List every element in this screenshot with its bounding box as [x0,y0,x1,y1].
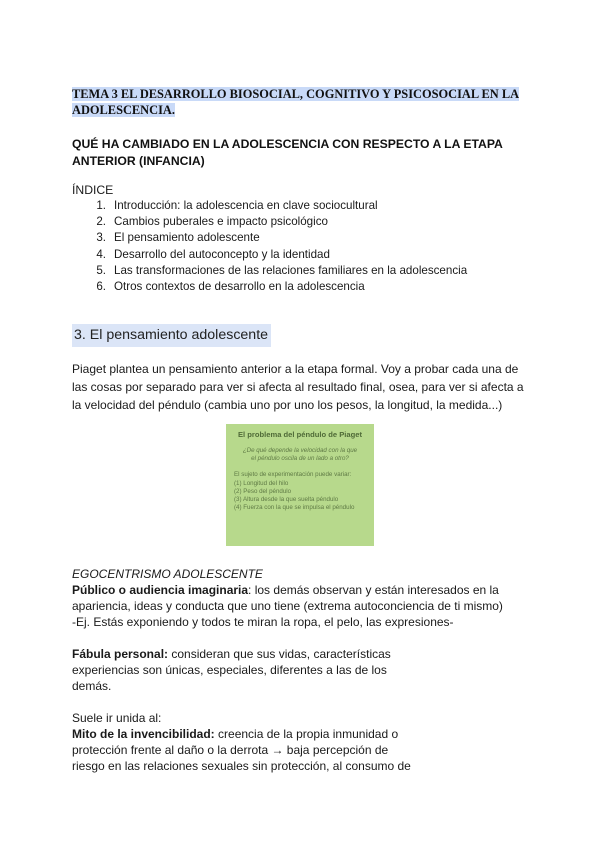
index-item [72,214,467,230]
pendulum-figure [226,424,374,546]
publico-line-2: apariencia, ideas y conducta que uno tiene (extrema autoconciencia de ti mismo) [72,599,503,614]
publico-block [72,582,542,631]
index-item-number: 3. [96,231,106,245]
index-item-number: 2. [96,215,106,229]
index-item-text: Introducción: la adolescencia en clave sociocultural [114,199,378,212]
index-item-text: Otros contextos de desarrollo en la adolescencia [114,279,365,293]
index-item [72,198,467,214]
index-item-text: Cambios puberales e impacto psicológico [114,215,328,229]
suele-text: Suele ir unida al: [72,711,162,725]
index-item [72,230,467,246]
document-title [72,86,527,118]
fabula-line-1-text: consideran que sus vidas, características [168,647,391,661]
figure-title: El problema del péndulo de Piaget [237,430,363,439]
index-item-number: 4. [96,247,106,261]
index-item-number: 5. [96,263,106,277]
intro-paragraph: Piaget plantea un pensamiento anterior a la etapa formal. Voy a probar cada una de las cosas por separado para ver si afecta al resultado final, osea, para ver si afecta a la velocidad del péndulo (cambia uno por uno los pesos, la longitud, la medida...) [72,362,524,412]
index-item-text: El pensamiento adolescente [114,231,260,245]
mito-line-3: riesgo en las relaciones sexuales sin protección, al consumo de [72,759,411,774]
mito-block [72,726,442,775]
figure-item: (3) Altura desde la que suelta péndulo [234,496,339,504]
fabula-term: Fábula personal: [72,647,169,661]
egocentrism-heading: EGOCENTRISMO ADOLESCENTE [72,567,263,581]
index-item [72,279,467,295]
fabula-line-3: demás. [72,679,112,694]
mito-line-2: protección frente al daño o la derrota → baja percepción de [72,743,389,758]
publico-term: Público o audiencia imaginaria [72,583,249,597]
document-subtitle: QUÉ HA CAMBIADO EN LA ADOLESCENCIA CON RESPECTO A LA ETAPA ANTERIOR (INFANCIA) [72,137,503,168]
index-item-text: Las transformaciones de las relaciones familiares en la adolescencia [114,263,468,277]
publico-line-1 [72,582,542,598]
figure-item: (2) Peso del péndulo [234,488,292,496]
mito-term: Mito de la invencibilidad: [72,727,215,741]
fabula-line-1 [72,646,432,662]
figure-question: ¿De qué depende la velocidad con la que el péndulo oscila de un lado a otro? [242,447,358,463]
index-item [72,247,467,263]
fabula-block [72,646,432,695]
figure-item: (1) Longitud del hilo [234,479,289,487]
index-item-number: 1. [96,199,106,212]
publico-line-3: -Ej. Estás exponiendo y todos te miran la ropa, el pelo, las expresiones- [72,615,454,630]
index-label: ÍNDICE [72,183,114,197]
figure-item: (4) Fuerza con la que se impulsa el péndulo [234,504,355,512]
publico-line-1-text: : los demás observan y están interesados en la [248,583,499,597]
section-heading: 3. El pensamiento adolescente [72,324,271,347]
figure-intro: El sujeto de experimentación puede variar: [234,470,352,478]
index-item-text: Desarrollo del autoconcepto y la identidad [114,247,330,261]
index-item-number: 6. [96,279,106,293]
fabula-line-2: experiencias son únicas, especiales, diferentes a las de los [72,663,387,678]
mito-line-1 [72,726,442,742]
mito-line-1-text: creencia de la propia inmunidad o [214,727,399,741]
index-list [72,198,467,295]
document-title-text: TEMA 3 EL DESARROLLO BIOSOCIAL, COGNITIVO Y PSICOSOCIAL EN LA ADOLESCENCIA. [72,87,520,117]
index-item [72,263,467,279]
